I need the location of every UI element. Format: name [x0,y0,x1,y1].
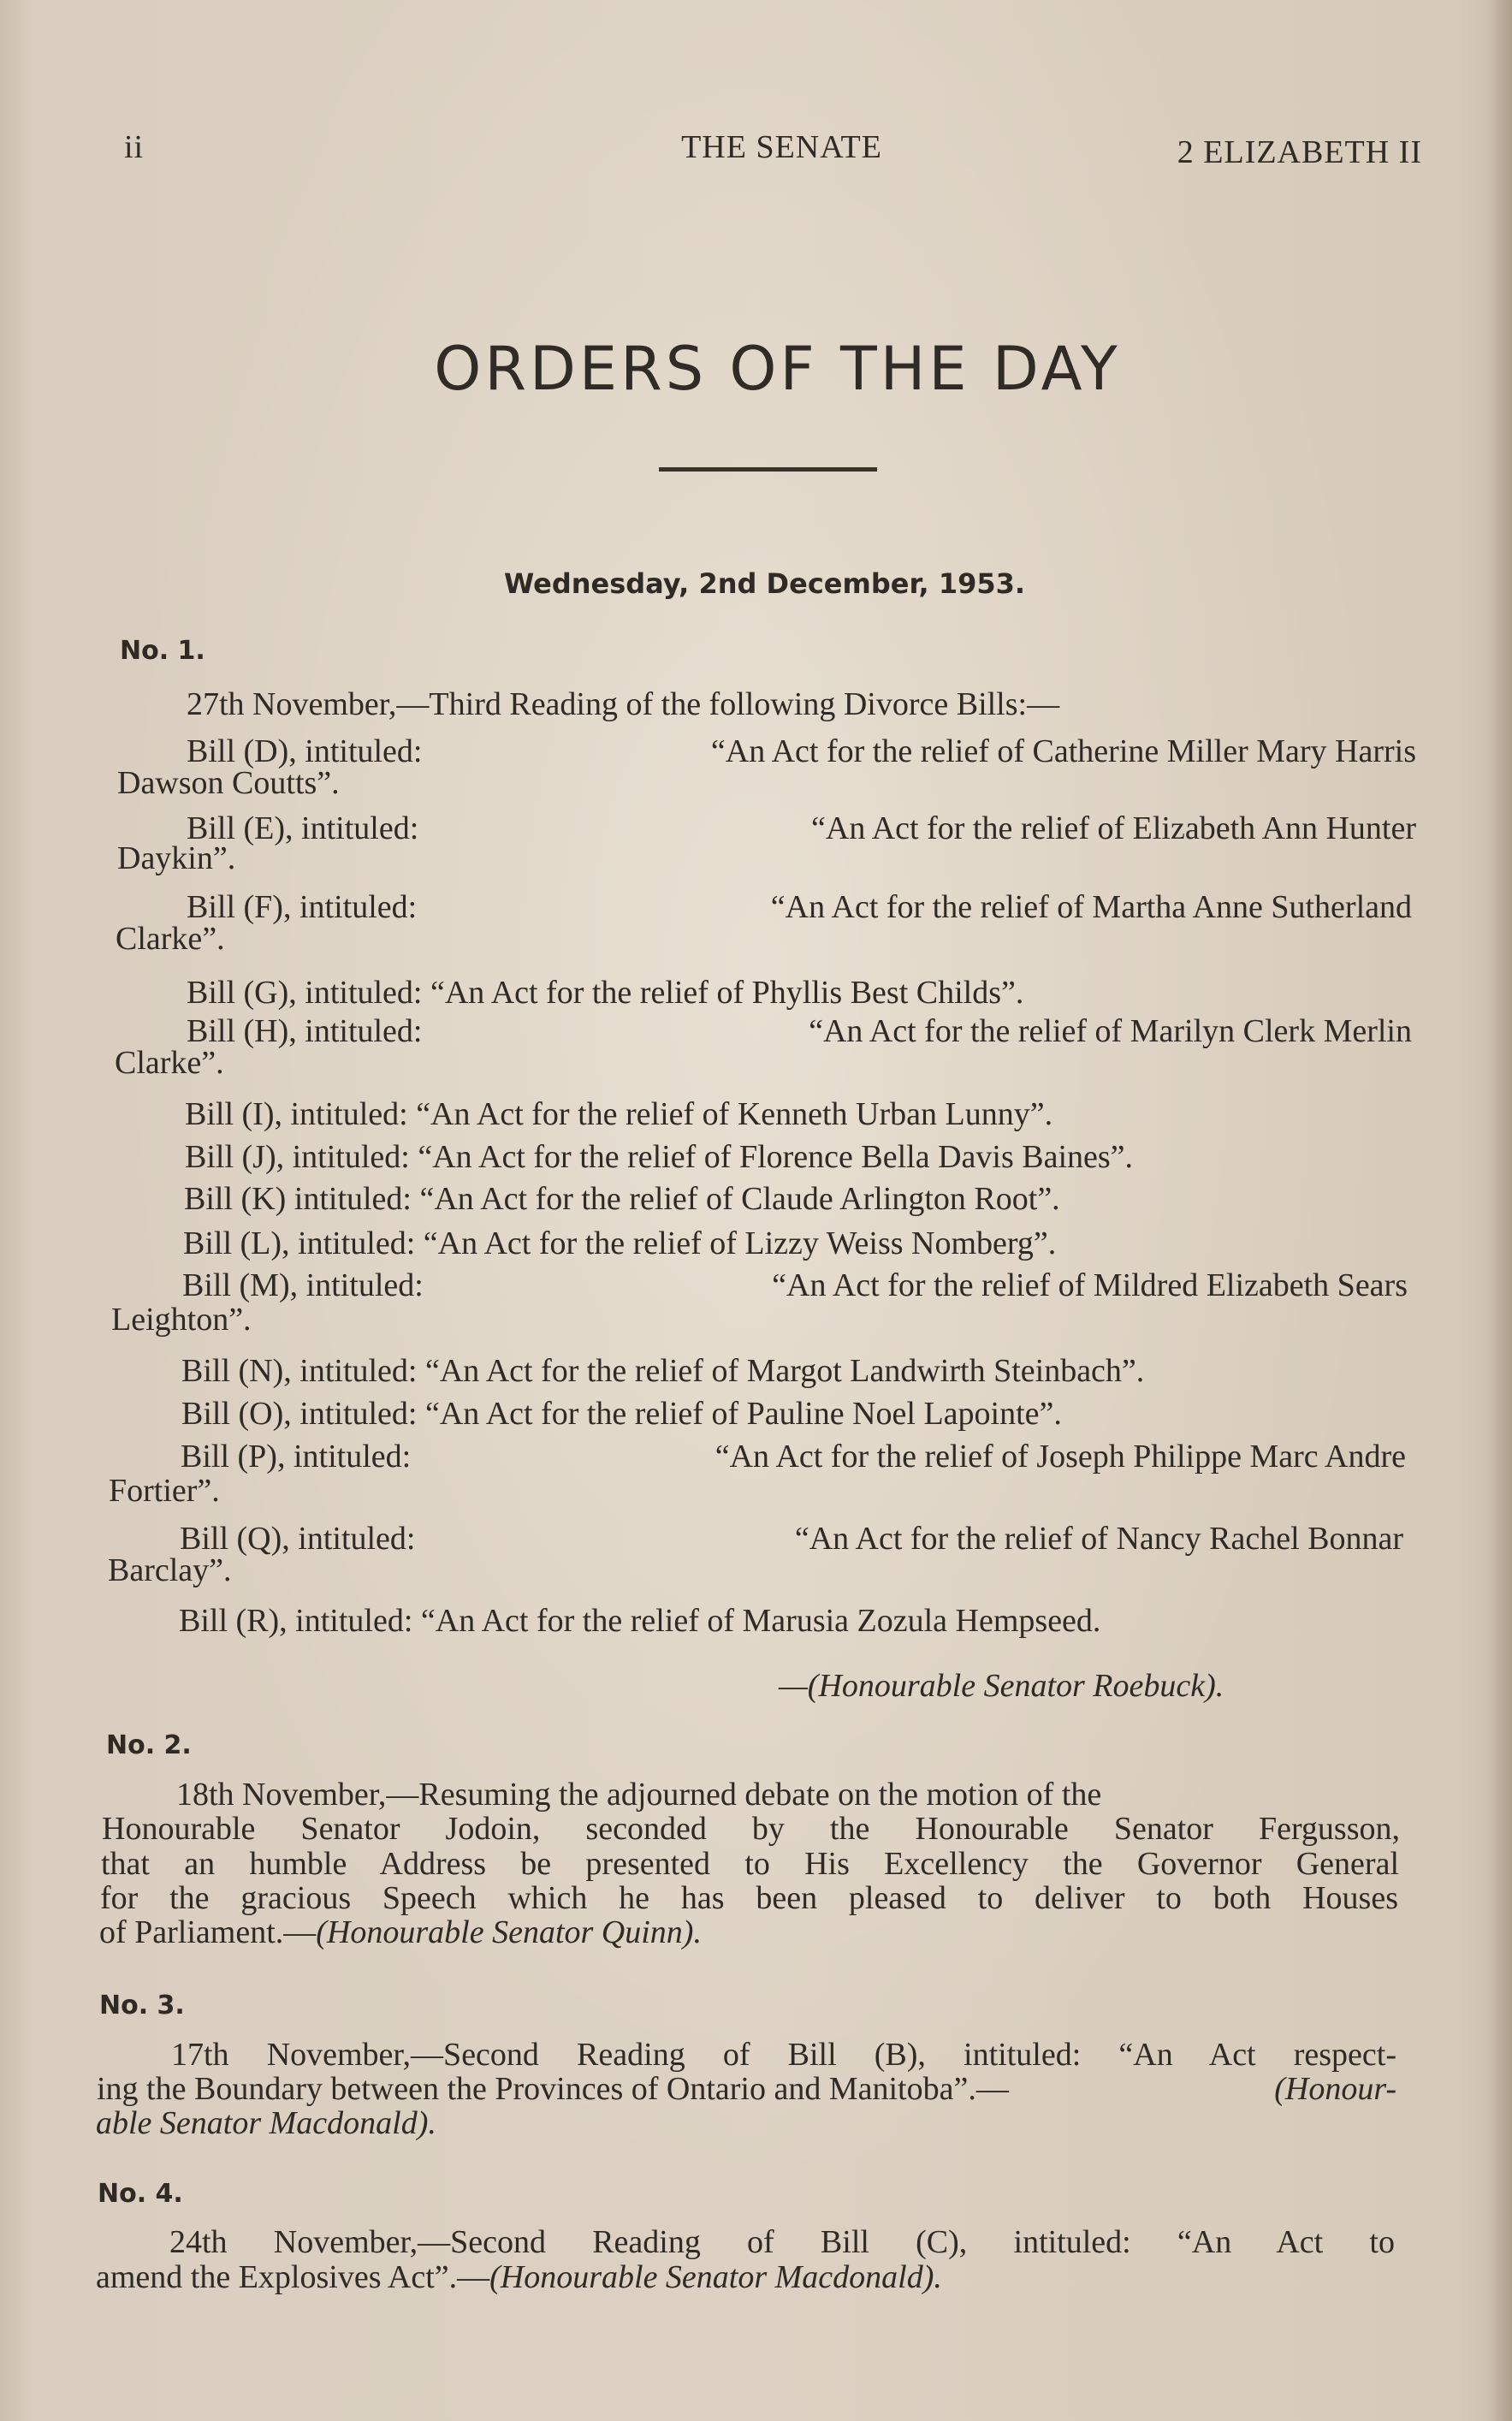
regnal-year: 2 ELIZABETH II [1177,134,1422,170]
paragraph-line: Honourable Senator Jodoin, seconded by the Honourable Senator Fergusson, [102,1811,1400,1847]
bill-entry [181,1354,1144,1390]
paragraph-line: that an humble Address be presented to His Excellency the Governor General [101,1846,1399,1882]
sponsor-name: able Senator Macdonald). [96,2105,436,2141]
item-intro: 27th November,—Third Reading of the following Divorce Bills:— [187,686,1060,722]
paragraph-line: for the gracious Speech which he has been pleased to deliver to both Houses [100,1880,1398,1916]
page-number: ii [124,129,145,165]
paragraph-text: amend the Explosives Act”.— [96,2259,490,2295]
bill-title: “An Act for the relief of Claude Arlington Root”. [419,1181,1060,1217]
bill-lead: Bill (R), intituled: [179,1603,413,1639]
bill-lead: Bill (I), intituled: [185,1096,408,1132]
running-head [0,128,1512,171]
bill-continuation: Clarke”. [116,921,225,957]
paragraph-line [97,2072,1396,2108]
bill-entry [181,1397,1062,1433]
sponsor-name: (Honour- [1274,2071,1396,2107]
bill-continuation: Clarke”. [115,1045,224,1081]
bill-continuation: Dawson Coutts”. [117,765,340,801]
bill-title: “An Act for the relief of Phyllis Best Childs”. [430,975,1024,1011]
bill-continuation: Fortier”. [109,1473,220,1509]
bill-title: “An Act for the relief of Nancy Rachel Bonnar [794,1521,1403,1557]
bill-entry [179,1604,1100,1640]
paragraph-line: 24th November,—Second Reading of Bill (C), intituled: “An Act to [169,2224,1395,2260]
paragraph-line [96,2106,436,2142]
page-title: ORDERS OF THE DAY [434,334,1121,404]
bill-title: “An Act for the relief of Florence Bella Davis Baines”. [418,1139,1134,1175]
bill-entry [181,1439,1406,1475]
bill-lead: Bill (K) intituled: [184,1181,412,1217]
bill-lead: Bill (P), intituled: [181,1439,412,1475]
bill-title: “An Act for the relief of Marilyn Clerk Merlin [809,1013,1412,1049]
bill-entry [180,1522,1403,1558]
item-number: No. 3. [99,1991,185,2020]
bill-continuation: Leighton”. [111,1302,252,1338]
bill-entry [187,734,1416,770]
bill-lead: Bill (H), intituled: [187,1013,423,1049]
bill-lead: Bill (E), intituled: [187,810,419,846]
bill-lead: Bill (N), intituled: [181,1353,418,1389]
bill-lead: Bill (D), intituled: [187,733,423,769]
bill-lead: Bill (O), intituled: [181,1396,418,1432]
bill-entry [185,1097,1052,1133]
bill-continuation: Barclay”. [108,1552,232,1588]
bill-title: “An Act for the relief of Kenneth Urban Lunny”. [416,1096,1053,1132]
bill-entry [183,1226,1056,1262]
bill-lead: Bill (M), intituled: [182,1267,424,1303]
bill-title: “An Act for the relief of Marusia Zozula Hempseed. [420,1603,1101,1639]
bill-title: “An Act for the relief of Catherine Miller Mary Harris [710,733,1416,769]
sponsor-line: —(Honourable Senator Roebuck). [779,1668,1224,1704]
running-head-title: THE SENATE [681,129,882,165]
paragraph-line: 18th November,—Resuming the adjourned debate on the motion of the [176,1777,1102,1813]
bill-entry [187,811,1416,847]
sponsor-name: (Honourable Senator Macdonald). [489,2259,942,2295]
bill-entry [184,1182,1060,1218]
item-number: No. 2. [106,1730,192,1760]
bill-title: “An Act for the relief of Margot Landwirth Steinbach”. [424,1353,1145,1389]
bill-continuation: Daykin”. [117,840,236,876]
sponsor-name: (Honourable Senator Quinn). [316,1914,702,1950]
bill-lead: Bill (J), intituled: [185,1139,410,1175]
bill-title: “An Act for the relief of Martha Anne Sutherland [770,889,1412,925]
item-number: No. 4. [98,2179,183,2209]
bill-title: “An Act for the relief of Joseph Philippe Marc Andre [714,1439,1406,1475]
bill-entry [187,1014,1412,1050]
paragraph-text: of Parliament.— [99,1914,317,1950]
bill-entry [187,890,1412,926]
bill-lead: Bill (Q), intituled: [180,1521,416,1557]
bill-entry [185,1140,1133,1176]
bill-title: “An Act for the relief of Mildred Elizabeth Sears [772,1267,1408,1303]
bill-entry [182,1268,1408,1304]
bill-title: “An Act for the relief of Lizzy Weiss Nomberg”. [423,1225,1057,1261]
bill-lead: Bill (L), intituled: [183,1225,416,1261]
bill-title: “An Act for the relief of Elizabeth Ann Hunter [811,810,1416,846]
item-number: No. 1. [120,636,205,666]
bill-lead: Bill (G), intituled: [187,975,423,1011]
paragraph-line [96,2260,942,2296]
paragraph-line: 17th November,—Second Reading of Bill (B), intituled: “An Act respect- [171,2037,1396,2073]
paragraph-line [99,1915,702,1951]
sitting-date: Wednesday, 2nd December, 1953. [503,567,1026,600]
title-rule [659,467,877,472]
paragraph-text: ing the Boundary between the Provinces of Ontario and Manitoba”.— [97,2071,1009,2107]
bill-title: “An Act for the relief of Pauline Noel Lapointe”. [424,1396,1062,1432]
bill-lead: Bill (F), intituled: [187,889,418,925]
bill-entry [187,976,1023,1012]
